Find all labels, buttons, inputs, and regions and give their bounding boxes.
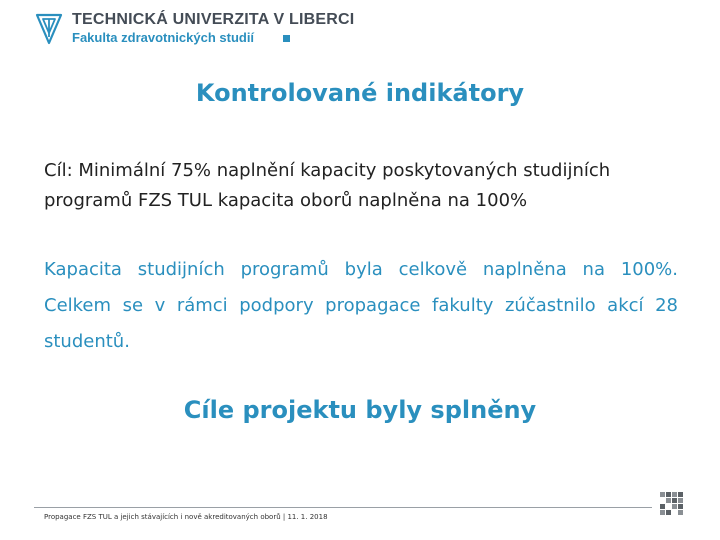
header-accent-square (283, 35, 290, 42)
tul-logo-icon (34, 12, 64, 46)
faculty-name: Fakulta zdravotnických studií (72, 30, 255, 45)
result-text: Kapacita studijních programů byla celkově naplněna na 100%. Celkem se v rámci podpory propagace fakulty zúčastnilo akcí 28 studentů. (44, 259, 678, 352)
tul-pattern-icon (660, 492, 684, 518)
conclusion-heading: Cíle projektu byly splněny (183, 396, 537, 424)
slide-title: Kontrolované indikátory (195, 79, 525, 107)
organization-name: TECHNICKÁ UNIVERZITA V LIBERCI (72, 11, 355, 28)
footer-text: Propagace FZS TUL a jejich stávajících i nově akreditovaných oborů | 11. 1. 2018 (44, 513, 328, 521)
footer-divider (34, 507, 652, 508)
goal-text: Cíl: Minimální 75% naplnění kapacity poskytovaných studijních programů FZS TUL kapacita oborů naplněna na 100% (44, 160, 611, 211)
